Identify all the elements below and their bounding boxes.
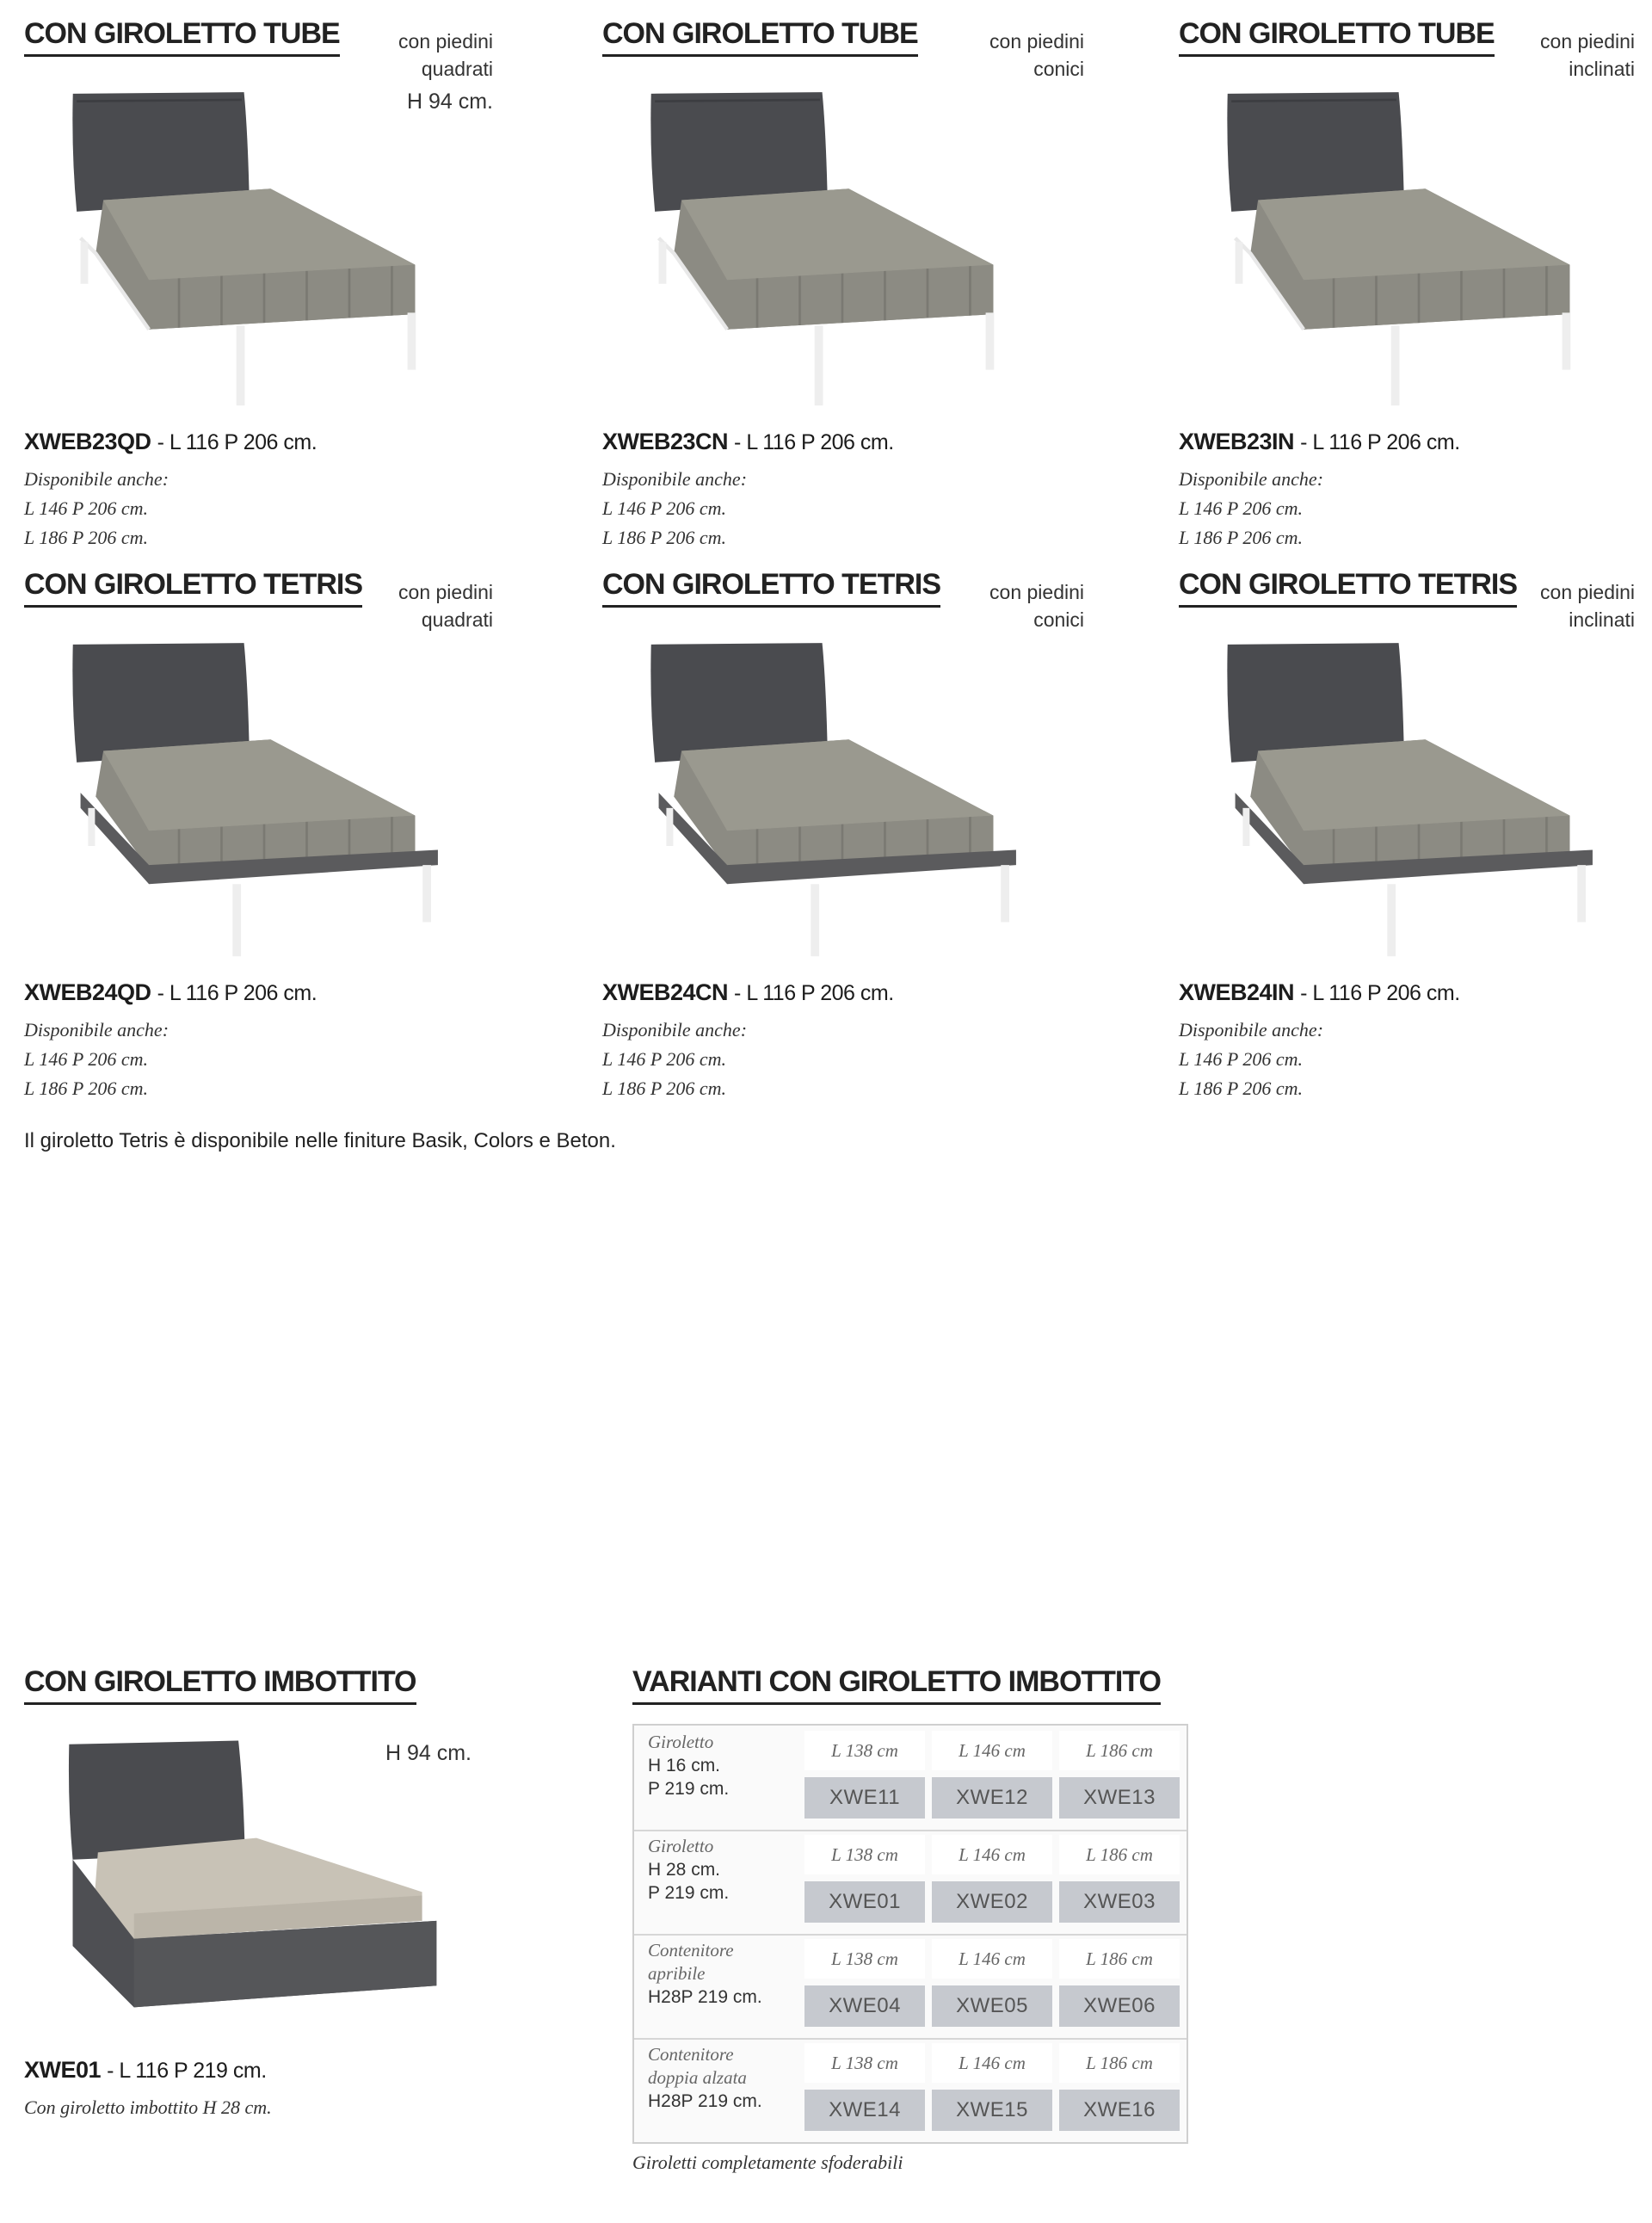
note-line: con piedini	[1540, 581, 1635, 603]
table-row	[634, 1726, 1187, 1831]
availability-label: Disponibile anche:	[602, 1019, 748, 1040]
availability-size: L 146 P 206 cm.	[24, 497, 149, 519]
dims-text: - L 116 P 206 cm.	[734, 981, 894, 1005]
label-line: Giroletto	[648, 1732, 714, 1752]
code-text: XWE01	[24, 2057, 102, 2083]
tetris-finish-note: Il giroletto Tetris è disponibile nelle finiture Basik, Colors e Beton.	[24, 1129, 616, 1152]
code-cell: XWE02	[932, 1881, 1052, 1923]
code-cell: XWE11	[804, 1777, 925, 1819]
feet-note	[1463, 28, 1635, 83]
section-title: CON GIROLETTO TUBE	[602, 17, 918, 57]
height-note	[299, 1734, 472, 1767]
label-line: Contenitore	[648, 2044, 734, 2065]
dims-text: - L 116 P 206 cm.	[734, 430, 894, 454]
code-cell: XWE03	[1059, 1881, 1180, 1923]
product-card-tetris-2	[602, 568, 1084, 1102]
availability-size: L 186 P 206 cm.	[602, 1078, 727, 1099]
bed-image	[602, 86, 1050, 413]
code-cell: XWE06	[1059, 1985, 1180, 2027]
availability-size: L 146 P 206 cm.	[24, 1048, 149, 1070]
label-line: H28P 219 cm.	[648, 2091, 762, 2111]
note-line: con piedini	[398, 30, 493, 52]
code-cell: XWE04	[804, 1985, 925, 2027]
note-line: conici	[1033, 58, 1084, 80]
label-line: Giroletto	[648, 1836, 714, 1856]
availability-size: L 146 P 206 cm.	[602, 1048, 727, 1070]
bed-image	[24, 86, 472, 413]
code-text: XWEB24CN	[602, 979, 729, 1005]
size-cell: L 146 cm	[932, 1835, 1052, 1874]
feet-note	[321, 578, 493, 633]
product-card-tetris-1	[24, 568, 506, 1102]
code-text: XWEB23IN	[1179, 429, 1295, 454]
availability	[24, 1016, 169, 1103]
availability-size: L 146 P 206 cm.	[602, 497, 727, 519]
code-cell: XWE01	[804, 1881, 925, 1923]
code-text: XWEB24IN	[1179, 979, 1295, 1005]
table-row	[634, 1830, 1187, 1936]
availability	[1179, 465, 1323, 553]
product-code	[24, 429, 317, 455]
note-line: conici	[1033, 608, 1084, 631]
size-cell: L 186 cm	[1059, 1939, 1180, 1979]
dims-text: - L 116 P 206 cm.	[1300, 430, 1460, 454]
height-label: H 94 cm.	[406, 90, 493, 114]
code-text: XWEB23QD	[24, 429, 151, 454]
dims-text: - L 116 P 219 cm.	[107, 2059, 267, 2083]
table-row	[634, 2038, 1187, 2142]
product-card-tube-2	[602, 17, 1084, 551]
label-line: P 219 cm.	[648, 1779, 730, 1799]
section-title: CON GIROLETTO TUBE	[24, 17, 340, 57]
code-cell: XWE13	[1059, 1777, 1180, 1819]
availability-size: L 146 P 206 cm.	[1179, 1048, 1304, 1070]
section-title: CON GIROLETTO TETRIS	[1179, 568, 1517, 608]
bed-image	[602, 637, 1050, 964]
availability-size: L 186 P 206 cm.	[1179, 1078, 1304, 1099]
availability	[602, 1016, 747, 1103]
availability-label: Disponibile anche:	[1179, 1019, 1324, 1040]
code-text: XWEB23CN	[602, 429, 729, 454]
note-line: quadrati	[421, 608, 493, 631]
label-line: doppia alzata	[648, 2067, 747, 2088]
availability-size: L 186 P 206 cm.	[1179, 527, 1304, 548]
feet-note	[1463, 578, 1635, 633]
size-cell: L 138 cm	[804, 1939, 925, 1979]
table-row	[634, 1934, 1187, 2040]
note-line: con piedini	[1540, 30, 1635, 52]
size-cell: L 146 cm	[932, 1731, 1052, 1770]
code-cell: XWE14	[804, 2090, 925, 2131]
note-line: con piedini	[398, 581, 493, 603]
label-line: H28P 219 cm.	[648, 1987, 762, 2007]
label-line: P 219 cm.	[648, 1883, 730, 1903]
bed-image	[1179, 637, 1626, 964]
dims-text: - L 116 P 206 cm.	[157, 430, 317, 454]
note-line: inclinati	[1569, 58, 1635, 80]
availability	[1179, 1016, 1323, 1103]
product-code	[24, 979, 317, 1006]
section-title: CON GIROLETTO TETRIS	[24, 568, 362, 608]
feet-note	[912, 578, 1084, 633]
row-label	[648, 2043, 794, 2113]
row-label	[648, 1835, 794, 1905]
row-label	[648, 1731, 794, 1800]
size-cell: L 186 cm	[1059, 2043, 1180, 2083]
product-card-tube-3	[1179, 17, 1652, 551]
product-code	[1179, 429, 1460, 455]
bed-image	[24, 1730, 489, 2040]
availability-label: Disponibile anche:	[1179, 468, 1324, 490]
bed-image	[24, 637, 472, 964]
availability-size: L 186 P 206 cm.	[24, 527, 149, 548]
padded-caption: Con giroletto imbottito H 28 cm.	[24, 2096, 272, 2118]
availability-label: Disponibile anche:	[24, 1019, 170, 1040]
note-line: con piedini	[989, 581, 1084, 603]
note-line: quadrati	[421, 58, 493, 80]
availability-label: Disponibile anche:	[602, 468, 748, 490]
size-cell: L 186 cm	[1059, 1835, 1180, 1874]
size-cell: L 146 cm	[932, 1939, 1052, 1979]
size-cell: L 138 cm	[804, 1835, 925, 1874]
product-code	[1179, 979, 1460, 1006]
product-card-tube-1	[24, 17, 506, 551]
section-title: CON GIROLETTO IMBOTTITO	[24, 1665, 416, 1705]
size-cell: L 138 cm	[804, 1731, 925, 1770]
variants-table	[632, 1724, 1188, 2144]
product-code	[602, 979, 894, 1006]
code-text: XWEB24QD	[24, 979, 151, 1005]
dims-text: - L 116 P 206 cm.	[1300, 981, 1460, 1005]
size-cell: L 146 cm	[932, 2043, 1052, 2083]
label-line: H 16 cm.	[648, 1756, 721, 1775]
dims-text: - L 116 P 206 cm.	[157, 981, 317, 1005]
bed-image	[1179, 86, 1626, 413]
size-cell: L 138 cm	[804, 2043, 925, 2083]
availability-size: L 186 P 206 cm.	[602, 527, 727, 548]
availability	[24, 465, 169, 553]
label-line: apribile	[648, 1963, 706, 1984]
code-cell: XWE15	[932, 2090, 1052, 2131]
code-cell: XWE12	[932, 1777, 1052, 1819]
product-card-padded	[24, 1665, 506, 2147]
row-label	[648, 1939, 794, 2009]
availability-label: Disponibile anche:	[24, 468, 170, 490]
product-code	[24, 2057, 267, 2084]
label-line: H 28 cm.	[648, 1860, 721, 1880]
note-line: inclinati	[1569, 608, 1635, 631]
variants-footer: Giroletti completamente sfoderabili	[632, 2152, 903, 2173]
section-title: CON GIROLETTO TUBE	[1179, 17, 1495, 57]
note-line: con piedini	[989, 30, 1084, 52]
feet-note	[912, 28, 1084, 83]
code-cell: XWE16	[1059, 2090, 1180, 2131]
product-code	[602, 429, 894, 455]
availability-size: L 146 P 206 cm.	[1179, 497, 1304, 519]
variants-title: VARIANTI CON GIROLETTO IMBOTTITO	[632, 1665, 1161, 1705]
availability	[602, 465, 747, 553]
code-cell: XWE05	[932, 1985, 1052, 2027]
height-label: H 94 cm.	[385, 1741, 472, 1765]
label-line: Contenitore	[648, 1940, 734, 1961]
size-cell: L 186 cm	[1059, 1731, 1180, 1770]
product-card-tetris-3	[1179, 568, 1652, 1102]
availability-size: L 186 P 206 cm.	[24, 1078, 149, 1099]
section-title: CON GIROLETTO TETRIS	[602, 568, 940, 608]
feet-note	[321, 28, 493, 115]
